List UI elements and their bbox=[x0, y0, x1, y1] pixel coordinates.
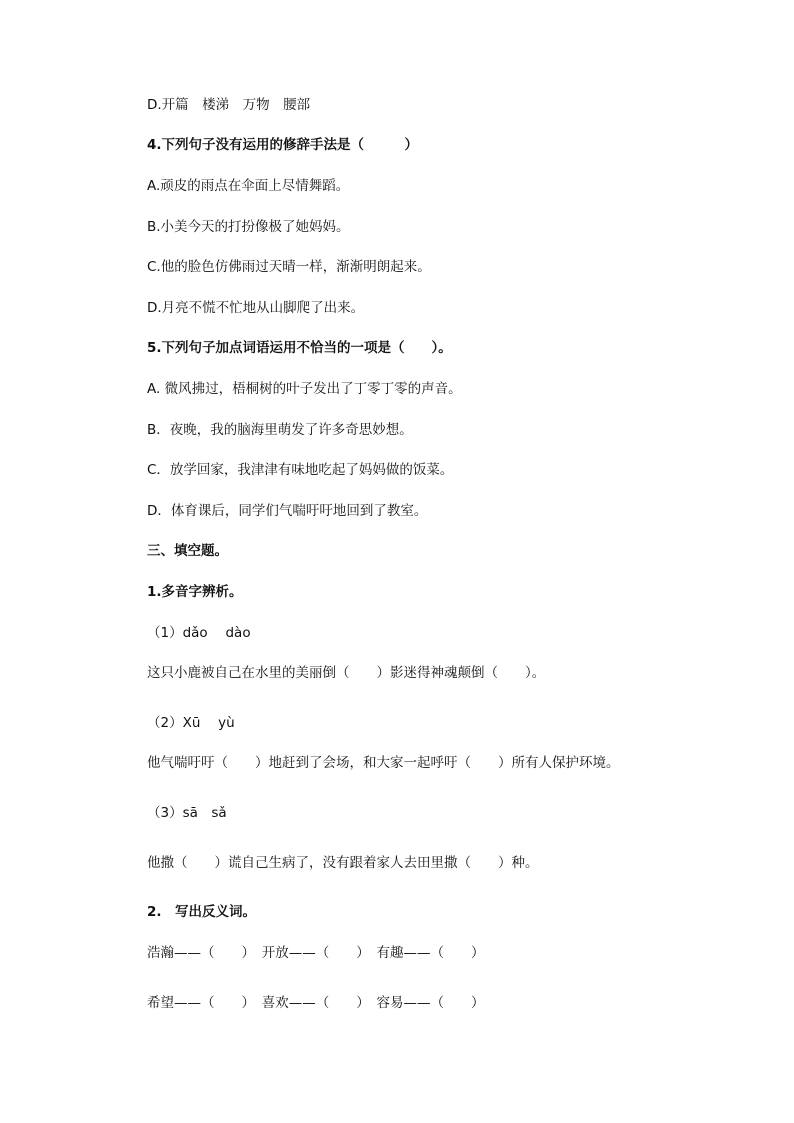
fill-question-2-title: 2. 写出反义词。 bbox=[147, 904, 257, 920]
question-4-option-c: C.他的脸色仿佛雨过天晴一样，渐渐明朗起来。 bbox=[147, 259, 431, 275]
antonym-row-2: 希望——（ ） 喜欢——（ ） 容易——（ ） bbox=[147, 995, 485, 1011]
question-4-title: 4.下列句子没有运用的修辞手法是（ ） bbox=[147, 137, 419, 153]
section-fill-blank-heading: 三、填空题。 bbox=[147, 543, 228, 559]
option-d-words: D.开篇 楼涕 万物 腰部 bbox=[147, 97, 311, 113]
question-5-option-c: C．放学回家，我津津有味地吃起了妈妈做的饭菜。 bbox=[147, 462, 454, 478]
question-5-option-a: A. 微风拂过，梧桐树的叶子发出了丁零丁零的声音。 bbox=[147, 381, 462, 397]
fill-question-1-title: 1.多音字辨析。 bbox=[147, 584, 243, 600]
question-4-option-d: D.月亮不慌不忙地从山脚爬了出来。 bbox=[147, 300, 365, 316]
sentence-3: 他撒（ ）谎自己生病了，没有跟着家人去田里撒（ ）种。 bbox=[147, 855, 539, 871]
pinyin-pair-2: （2）Xū yù bbox=[147, 715, 235, 731]
pinyin-pair-3: （3）sā sǎ bbox=[147, 805, 227, 821]
question-5-title: 5.下列句子加点词语运用不恰当的一项是（ ）。 bbox=[147, 340, 452, 356]
sentence-1: 这只小鹿被自己在水里的美丽倒（ ）影迷得神魂颠倒（ ）。 bbox=[147, 665, 546, 681]
question-4-option-a: A.顽皮的雨点在伞面上尽情舞蹈。 bbox=[147, 178, 350, 194]
pinyin-pair-1: （1）dǎo dào bbox=[147, 625, 251, 641]
question-5-option-b: B．夜晚，我的脑海里萌发了许多奇思妙想。 bbox=[147, 422, 413, 438]
question-5-option-d: D．体育课后，同学们气喘吁吁地回到了教室。 bbox=[147, 503, 428, 519]
question-4-option-b: B.小美今天的打扮像极了她妈妈。 bbox=[147, 219, 350, 235]
sentence-2: 他气喘吁吁（ ）地赶到了会场，和大家一起呼吁（ ）所有人保护环境。 bbox=[147, 755, 620, 771]
antonym-row-1: 浩瀚——（ ） 开放——（ ） 有趣——（ ） bbox=[147, 945, 485, 961]
